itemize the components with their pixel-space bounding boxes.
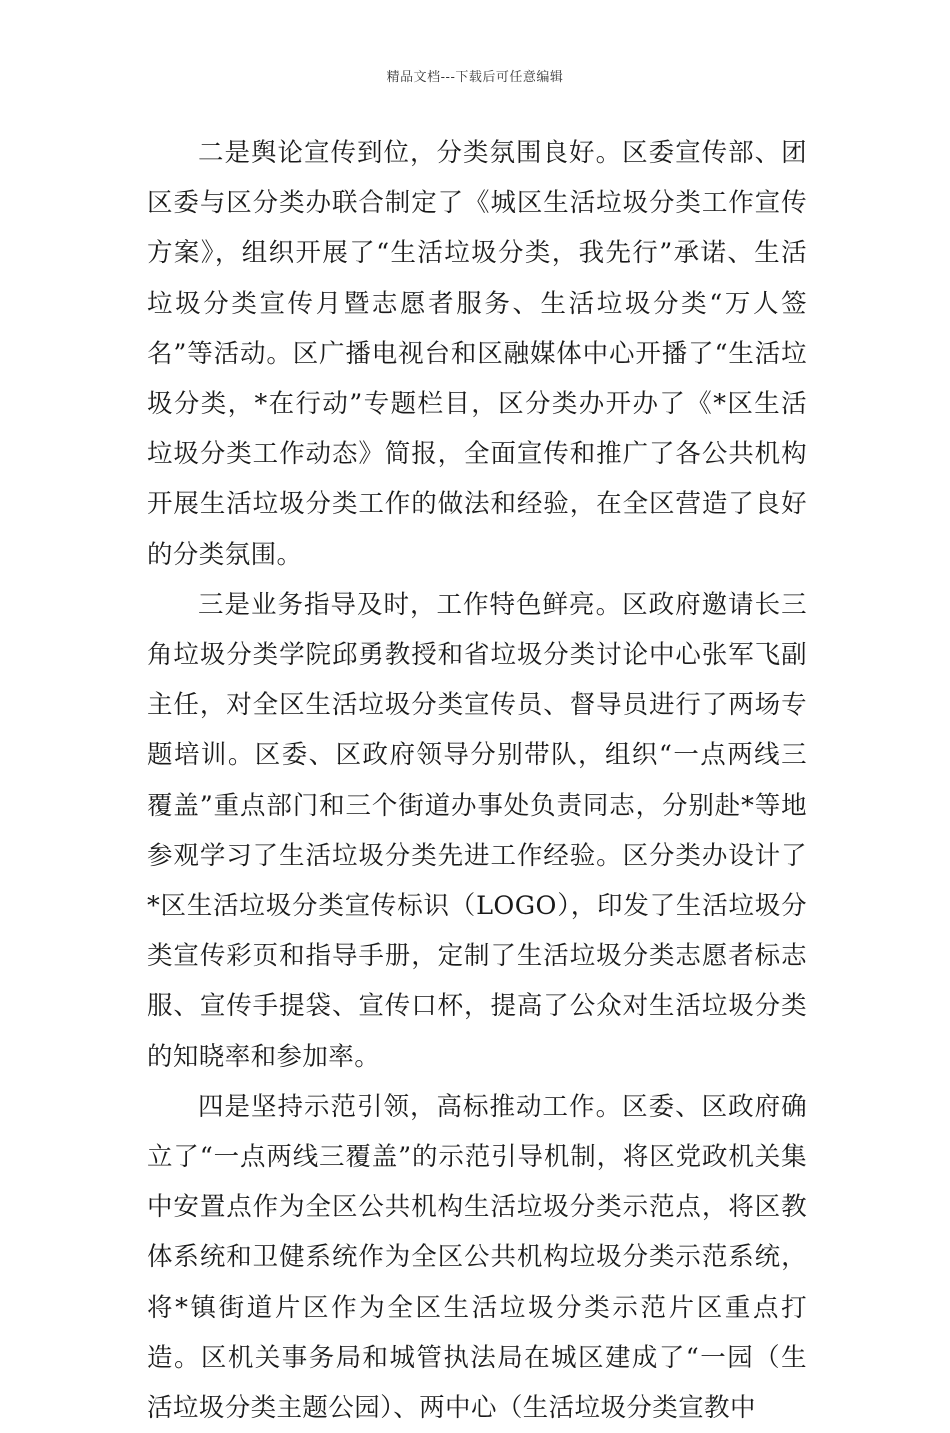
paragraph-guidance: 三是业务指导及时，工作特色鲜亮。区政府邀请长三角垃圾分类学院邱勇教授和省垃圾分类讨论中心张军飞副主任，对全区生活垃圾分类宣传员、督导员进行了两场专题培训。区委、区政府领导分别带队，组织“一点两线三覆盖”重点部门和三个街道办事处负责同志，分别赴*等地参观学习了生活垃圾分类先进工作经验。区分类办设计了*区生活垃圾分类宣传标识（LOGO），印发了生活垃圾分类宣传彩页和指导手册，定制了生活垃圾分类志愿者标志服、宣传手提袋、宣传口杯，提高了公众对生活垃圾分类的知晓率和参加率。 bbox=[147, 589, 807, 1072]
page-header: 精品文档---下载后可任意编辑 bbox=[386, 70, 564, 85]
paragraph-publicity: 二是舆论宣传到位，分类氛围良好。区委宣传部、团区委与区分类办联合制定了《城区生活垃圾分类工作宣传方案》，组织开展了“生活垃圾分类，我先行”承诺、生活垃圾分类宣传月暨志愿者服务、生活垃圾分类“万人签名”等活动。区广播电视台和区融媒体中心开播了“生活垃圾分类，*在行动”专题栏目，区分类办开办了《*区生活垃圾分类工作动态》简报，全面宣传和推广了各公共机构开展生活垃圾分类工作的做法和经验，在全区营造了良好的分类氛围。 bbox=[147, 138, 807, 570]
document-body bbox=[147, 128, 807, 1433]
paragraph-demonstration: 四是坚持示范引领，高标推动工作。区委、区政府确立了“一点两线三覆盖”的示范引导机制，将区党政机关集中安置点作为全区公共机构生活垃圾分类示范点，将区教体系统和卫健系统作为全区公共机构垃圾分类示范系统，将*镇街道片区作为全区生活垃圾分类示范片区重点打造。区机关事务局和城管执法局在城区建成了“一园（生活垃圾分类主题公园）、两中心（生活垃圾分类宣教中 bbox=[147, 1091, 807, 1424]
